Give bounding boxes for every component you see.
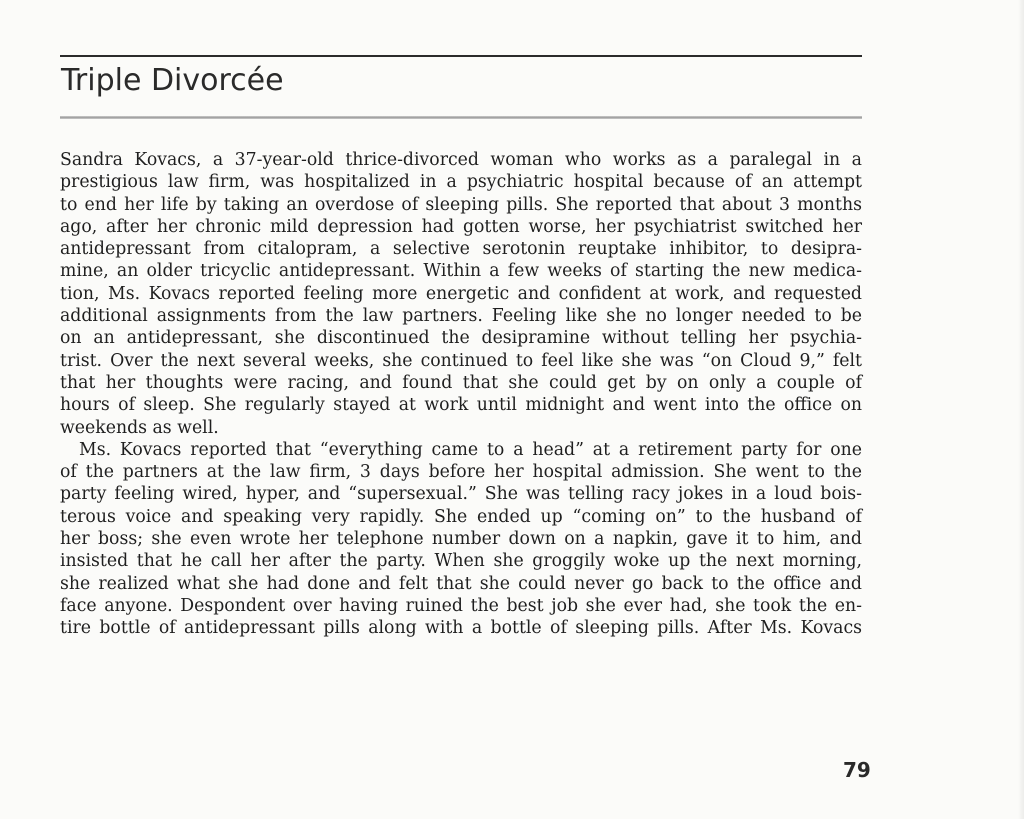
page-number: 79 (843, 758, 871, 782)
text-line: on an antidepressant, she discontinued the desipramine without telling her psychia- (60, 328, 862, 349)
text-line: her boss; she even wrote her telephone number down on a napkin, gave it to him, and (60, 529, 862, 550)
text-line: terous voice and speaking very rapidly. She ended up “coming on” to the husband of (60, 506, 862, 527)
text-line: Sandra Kovacs, a 37-year-old thrice-divorced woman who works as a paralegal in a (60, 150, 862, 170)
text-line: mine, an older tricyclic antidepressant. Within a few weeks of starting the new medica- (60, 261, 862, 282)
text-line: weekends as well. (60, 417, 219, 438)
text-line: tion, Ms. Kovacs reported feeling more energetic and confident at work, and requested (60, 283, 862, 304)
text-line: to end her life by taking an overdose of sleeping pills. She reported that about 3 months (60, 194, 862, 215)
text-line: insisted that he call her after the party. When she groggily woke up the next morning, (60, 551, 862, 572)
text-line: she realized what she had done and felt that she could never go back to the office and (60, 573, 862, 594)
text-line: Ms. Kovacs reported that “everything came to a head” at a retirement party for one (79, 439, 862, 460)
text-line: that her thoughts were racing, and found that she could get by on only a couple of (60, 372, 862, 393)
title-top-rule (60, 55, 862, 57)
scan-shadow-edge (1018, 0, 1024, 819)
text-line: trist. Over the next several weeks, she continued to feel like she was “on Cloud 9,” felt (60, 350, 862, 371)
text-line: party feeling wired, hyper, and “supersexual.” She was telling racy jokes in a loud bois- (60, 484, 862, 505)
text-line: hours of sleep. She regularly stayed at work until midnight and went into the office on (60, 395, 862, 416)
text-line: antidepressant from citalopram, a selective serotonin reuptake inhibitor, to desipra- (60, 239, 862, 260)
text-line: of the partners at the law firm, 3 days before her hospital admission. She went to the (60, 462, 862, 483)
text-line: ago, after her chronic mild depression had gotten worse, her psychiatrist switched her (60, 216, 862, 237)
body-text (60, 149, 862, 640)
text-line: tire bottle of antidepressant pills along with a bottle of sleeping pills. After Ms. Kovacs (60, 618, 862, 639)
text-line: prestigious law firm, was hospitalized in a psychiatric hospital because of an attempt (60, 172, 862, 193)
page-title: Triple Divorcée (61, 63, 284, 98)
text-line: additional assignments from the law partners. Feeling like she no longer needed to be (60, 306, 862, 327)
text-line: face anyone. Despondent over having ruined the best job she ever had, she took the en- (60, 595, 862, 616)
title-bottom-rule (60, 116, 862, 119)
